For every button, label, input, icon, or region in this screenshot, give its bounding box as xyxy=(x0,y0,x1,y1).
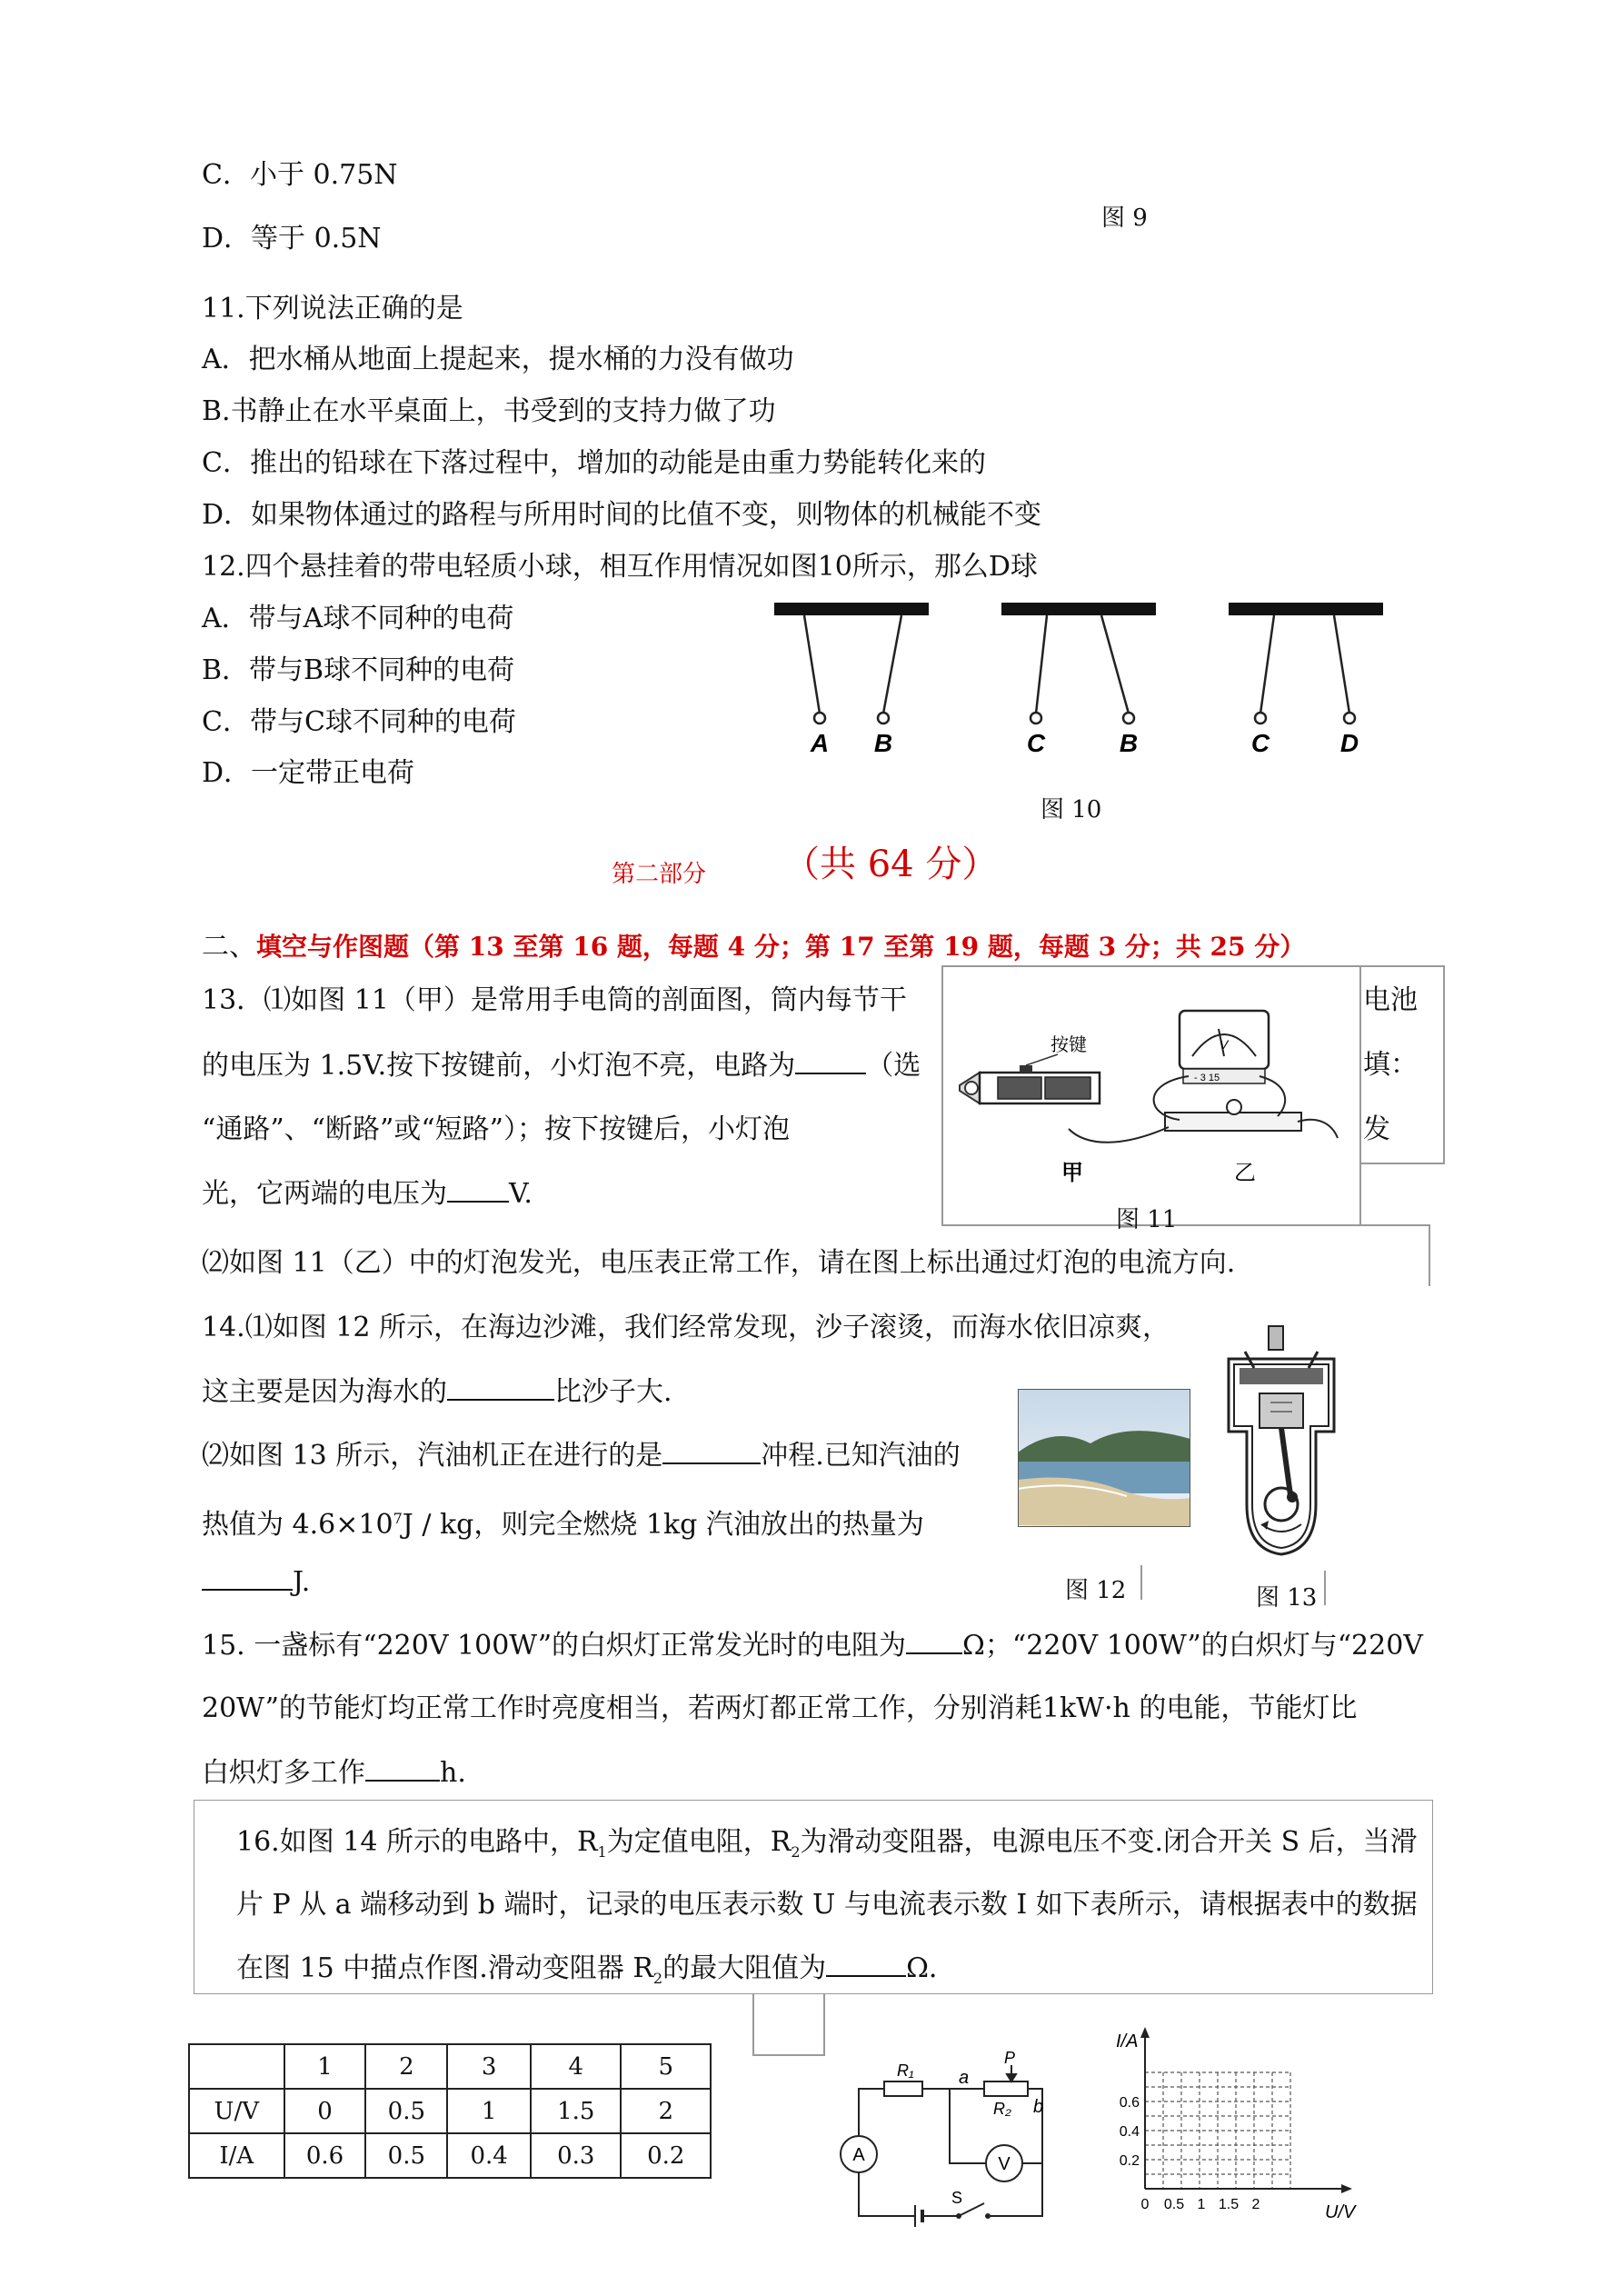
ball-label-c2: C xyxy=(1250,729,1270,757)
y-axis-label: I/A xyxy=(1116,2031,1139,2051)
q14-line-2 xyxy=(202,1373,672,1411)
yi-label: 乙 xyxy=(1234,1161,1256,1185)
table-cell xyxy=(189,2044,284,2089)
label-a: a xyxy=(959,2068,970,2088)
table-cell: 0.3 xyxy=(531,2133,621,2178)
table-cell: 2 xyxy=(365,2044,447,2089)
section-title: 填空与作图题（第 13 至第 16 题，每题 4 分；第 17 至第 19 题，每题 3 分；共 25 分） xyxy=(256,932,1306,962)
figure-13-label: 图 13 xyxy=(1256,1584,1318,1612)
q16-line-3c: Ω． xyxy=(906,1952,956,1984)
q14-line-3b: 冲程.已知汽油的 xyxy=(761,1440,961,1472)
table-cell: 0 xyxy=(284,2089,366,2133)
q16-line-3a: 在图 15 中描点作图.滑动变阻器 R xyxy=(236,1952,653,1984)
q14-blank-2[interactable] xyxy=(662,1437,761,1464)
q16-line-1a: 16.如图 14 所示的电路中，R xyxy=(236,1826,598,1858)
q13-line-2 xyxy=(202,1047,921,1084)
q14-line-2a: 这主要是因为海水的 xyxy=(202,1376,447,1408)
y-tick: 0.2 xyxy=(1119,2153,1140,2169)
q14-line-3 xyxy=(202,1437,961,1474)
ball-label-b2: B xyxy=(1119,729,1139,757)
table-row-i xyxy=(189,2133,711,2178)
q11-option-b: B.书静止在水平桌面上，书受到的支持力做了功 xyxy=(202,395,776,427)
q15-line-3b: h. xyxy=(440,1757,466,1789)
key-label: 按键 xyxy=(1050,1035,1087,1055)
q14-line-5 xyxy=(202,1563,310,1601)
q13-blank-1[interactable] xyxy=(795,1047,866,1074)
part-two-score: （共 64 分） xyxy=(783,844,999,885)
q15-line-1 xyxy=(202,1627,1423,1664)
q10-option-d: D．等于 0.5N xyxy=(202,223,382,255)
x-axis-label: U/V xyxy=(1325,2202,1356,2222)
label-switch: S xyxy=(951,2189,963,2207)
q14-exponent: 7 xyxy=(393,1510,403,1527)
figure-13-divider xyxy=(1324,1571,1326,1605)
q16-line-2: 片 P 从 a 端移动到 b 端时，记录的电压表示数 U 与电流表示数 I 如下表所示，请根据表中的数据 xyxy=(236,1889,1418,1921)
figure-12-label: 图 12 xyxy=(1065,1577,1127,1604)
pair-ab xyxy=(774,603,929,757)
q13-line-2b: （选 xyxy=(866,1050,921,1082)
svg-text:- 3 15: - 3 15 xyxy=(1194,1073,1220,1083)
figure-13-engine-diagram xyxy=(1218,1323,1345,1568)
q14-line-4b: J / kg，则完全燃烧 1kg 汽油放出的热量为 xyxy=(402,1509,924,1541)
graph-grid xyxy=(1145,2072,1290,2189)
y-tick: 0.6 xyxy=(1119,2095,1140,2111)
q11-option-d: D．如果物体通过的路程与所用时间的比值不变，则物体的机械能不变 xyxy=(202,499,1042,531)
table-row-u xyxy=(189,2089,711,2133)
figure-11-lower-frame xyxy=(941,1224,1430,1286)
q16-line-1b: 为定值电阻，R xyxy=(606,1826,792,1858)
figure-11-label: 图 11 xyxy=(1116,1206,1178,1233)
pair-cb xyxy=(1001,603,1156,757)
q15-line-2: 20W”的节能灯均正常工作时亮度相当，若两灯都正常工作，分别消耗1kW·h 的电能，节能灯比 xyxy=(202,1692,1358,1724)
table-cell: 1.5 xyxy=(531,2089,621,2133)
x-tick: 0 xyxy=(1140,2197,1150,2212)
figure-10-label: 图 10 xyxy=(1041,796,1102,824)
q13-line-3: “通路”、“断路”或“短路”）；按下按键后，小灯泡 xyxy=(202,1113,791,1145)
jia-label: 甲 xyxy=(1061,1161,1083,1185)
resistor-r2 xyxy=(984,2081,1028,2096)
voltmeter-bulb-diagram xyxy=(1069,1011,1338,1185)
q13-line-4a: 光，它两端的电压为 xyxy=(202,1178,447,1210)
table-cell: 1 xyxy=(284,2044,366,2089)
q16-blank-1[interactable] xyxy=(826,1950,906,1977)
label-p: P xyxy=(1004,2049,1016,2067)
figure-12-beach-photo xyxy=(1018,1389,1190,1527)
q14-line-4a: 热值为 4.6×10 xyxy=(202,1509,393,1541)
r1-subscript: 1 xyxy=(597,1843,607,1861)
ball-label-b: B xyxy=(873,729,893,757)
q15-blank-2[interactable] xyxy=(365,1754,440,1782)
table-cell: 0.5 xyxy=(365,2089,447,2133)
ball-label-d: D xyxy=(1339,729,1359,757)
figure-9-label: 图 9 xyxy=(1101,205,1148,232)
label-r2: R₂ xyxy=(993,2100,1011,2118)
table-cell: 5 xyxy=(621,2044,711,2089)
table-cell: 0.2 xyxy=(621,2133,711,2178)
q14-line-4 xyxy=(202,1501,924,1543)
uv-data-table xyxy=(188,2043,712,2179)
x-tick: 1.5 xyxy=(1218,2197,1240,2212)
label-b: b xyxy=(1033,2097,1044,2117)
r2-subscript-2: 2 xyxy=(652,1970,663,1987)
table-cell: U/V xyxy=(189,2089,284,2133)
figure-15-iu-graph xyxy=(1100,2016,1372,2234)
flashlight-diagram xyxy=(960,1034,1100,1185)
q11-option-c: C．推出的铅球在下落过程中，增加的动能是由重力势能转化来的 xyxy=(202,447,986,479)
q11-stem: 11.下列说法正确的是 xyxy=(202,293,463,324)
q14-line-5-unit: J. xyxy=(293,1566,311,1598)
label-voltmeter: V xyxy=(998,2154,1011,2174)
x-tick: 2 xyxy=(1251,2197,1260,2212)
x-tick: 0.5 xyxy=(1163,2197,1185,2212)
ball-label-a: A xyxy=(810,729,830,757)
q12-option-d: D．一定带正电荷 xyxy=(202,757,415,789)
label-ammeter: A xyxy=(852,2145,865,2165)
q12-option-c: C．带与C球不同种的电荷 xyxy=(202,706,516,738)
pair-cd xyxy=(1229,603,1383,757)
figure-11-flashlight-and-circuit xyxy=(941,965,1358,1224)
q12-option-a: A．带与A球不同种的电荷 xyxy=(202,603,514,634)
q13-line-1: 13．⑴如图 11（甲）是常用手电筒的剖面图，筒内每节干 xyxy=(202,984,907,1016)
q12-option-b: B．带与B球不同种的电荷 xyxy=(202,654,515,686)
q14-line-1: 14.⑴如图 12 所示，在海边沙滩，我们经常发现，沙子滚烫，而海水依旧凉爽， xyxy=(202,1312,1170,1343)
figure-10-hanging-balls xyxy=(763,595,1399,759)
y-tick: 0.4 xyxy=(1119,2124,1140,2140)
q15-line-3a: 白炽灯多工作 xyxy=(202,1757,365,1789)
q14-blank-3[interactable] xyxy=(202,1563,293,1591)
table-cell: 2 xyxy=(621,2089,711,2133)
x-tick: 1 xyxy=(1197,2197,1206,2212)
q16-line-1c: 为滑动变阻器，电源电压不变.闭合开关 S 后，当滑 xyxy=(800,1826,1418,1858)
q15-line-3 xyxy=(202,1754,466,1792)
part-two-title: 第二部分 xyxy=(612,861,707,888)
table-cell: 4 xyxy=(531,2044,621,2089)
table-cell: 0.6 xyxy=(284,2133,366,2178)
q14-line-2b: 比沙子大. xyxy=(554,1376,672,1408)
q13-line-5: ⑵如图 11（乙）中的灯泡发光，电压表正常工作，请在图上标出通过灯泡的电流方向. xyxy=(202,1247,1236,1279)
table-header-row xyxy=(189,2044,711,2089)
q16-line-1 xyxy=(236,1824,1418,1871)
q13-right-frame xyxy=(1359,965,1445,1164)
q12-stem: 12.四个悬挂着的带电轻质小球，相互作用情况如图10所示，那么D球 xyxy=(202,551,1038,583)
q14-line-3a: ⑵如图 13 所示，汽油机正在进行的是 xyxy=(202,1440,663,1472)
q13-blank-2[interactable] xyxy=(447,1175,509,1203)
q13-line-4 xyxy=(202,1175,533,1213)
q16-frame-notch xyxy=(752,1994,825,2056)
q14-blank-1[interactable] xyxy=(447,1373,554,1401)
table-cell: 1 xyxy=(447,2089,531,2133)
q13-line-1-right: 电池 xyxy=(1363,984,1418,1016)
table-cell: I/A xyxy=(189,2133,284,2178)
q11-option-a: A．把水桶从地面上提起来，提水桶的力没有做功 xyxy=(202,344,794,375)
section-number: 二、 xyxy=(202,931,256,963)
q16-line-3 xyxy=(236,1950,956,1997)
ball-label-c: C xyxy=(1026,729,1046,757)
q16-line-3b: 的最大阻值为 xyxy=(662,1952,827,1984)
section-two-heading xyxy=(202,929,1305,965)
figure-14-circuit xyxy=(822,2018,1086,2227)
r2-subscript: 2 xyxy=(791,1843,801,1861)
q13-line-3-right: 发 xyxy=(1363,1113,1390,1145)
table-cell: 3 xyxy=(447,2044,531,2089)
q10-option-c: C．小于 0.75N xyxy=(202,159,398,191)
svg-text:V: V xyxy=(1220,1037,1229,1052)
q15-blank-1[interactable] xyxy=(906,1627,962,1654)
label-r1: R₁ xyxy=(897,2061,914,2080)
q15-line-1b: Ω；“220V 100W”的白炽灯与“220V xyxy=(962,1630,1423,1662)
q15-line-1a: 15. 一盏标有“220V 100W”的白炽灯正常发光时的电阻为 xyxy=(202,1630,907,1662)
table-cell: 0.4 xyxy=(447,2133,531,2178)
q13-line-2-right: 填： xyxy=(1363,1049,1418,1081)
table-cell: 0.5 xyxy=(365,2133,447,2178)
q13-line-2a: 的电压为 1.5V.按下按键前，小灯泡不亮，电路为 xyxy=(202,1050,796,1082)
resistor-r1 xyxy=(884,2081,922,2096)
q13-line-4b: V. xyxy=(509,1178,533,1210)
figure-12-divider xyxy=(1140,1565,1142,1600)
